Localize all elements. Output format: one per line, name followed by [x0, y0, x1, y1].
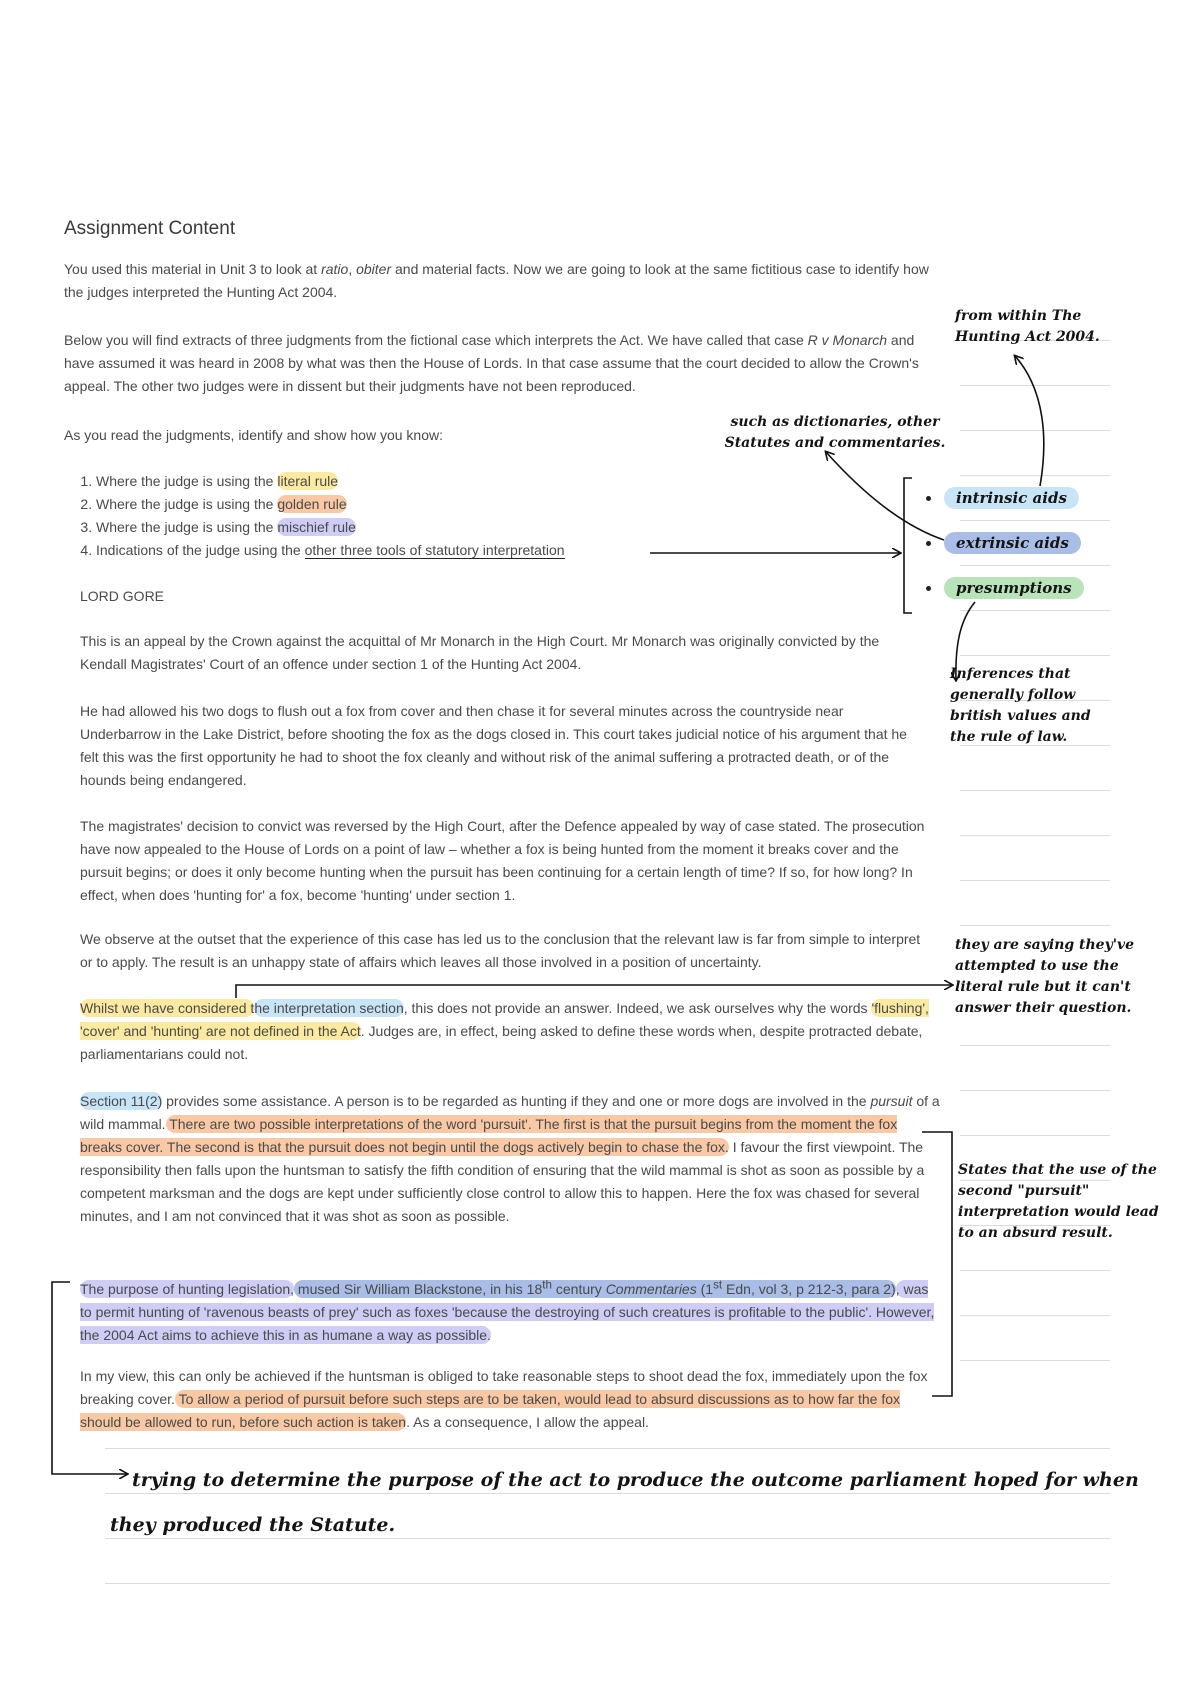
presumptions-arrow	[956, 602, 975, 680]
judgment-text: provides some assistance. A person is to be regarded as hunting if they and one or more dogs are involved in the	[162, 1093, 871, 1109]
judgment-text: . As a consequence, I allow the appeal.	[406, 1414, 649, 1430]
judgment-text: In my view, this can only be achieved if the huntsman is obliged to take reasonable steps to shoot dead the fox, immediately upon the fox breaking cover.	[80, 1368, 928, 1407]
mischief-rule-highlight: The purpose of hunting legislation,	[80, 1280, 295, 1297]
extrinsic-aids-pill: extrinsic aids	[944, 532, 1081, 554]
mischief-rule-arrow	[52, 1282, 127, 1474]
superscript: th	[542, 1278, 552, 1291]
intro-text: ,	[348, 261, 357, 277]
judgment-text: . Judges are, in effect, being asked to define these words when, despite protracted debate, parliamentarians could not.	[80, 1023, 923, 1062]
superscript: st	[713, 1278, 723, 1291]
golden-rule-highlight: To allow a period of pursuit before such steps are to be taken, would lead to absurd discussions as to how far the fox should be allowed to run, before such action is taken	[80, 1391, 901, 1430]
mischief-rule-note-line-2: they produced the Statute.	[110, 1514, 396, 1536]
page-title: Assignment Content	[64, 218, 236, 239]
golden-rule-highlight: golden rule	[277, 496, 347, 512]
judge-name: LORD GORE	[80, 588, 165, 604]
intrinsic-arrow	[1015, 356, 1044, 486]
judgment-text: , this does not provide an answer. Indeed, we ask ourselves why the words	[403, 1000, 872, 1016]
judgment-paragraph-3: The magistrates' decision to convict was reversed by the High Court, after the Defence appealed by way of case stated. The prosecution have now appealed to the House of Lords on a point of law – whether a fox is being hunted from the moment it breaks cover and the pursuit begins; or does it only become hunting when the pursuit has been continuing for a certain length of time? If so, for how long? In effect, when does 'hunting for' a fox, become 'hunting' under section 1.	[80, 818, 925, 903]
literal-rule-highlight: literal rule	[277, 473, 339, 489]
other-tools-underline: other three tools of statutory interpretation	[304, 542, 565, 558]
judgment-text: of a wild mammal.	[80, 1093, 940, 1132]
literal-rule-note: they are saying they've attempted to use the literal rule but it can't answer their question.	[955, 937, 1135, 1016]
case-name: R v Monarch	[807, 332, 888, 348]
intro-paragraph-3: As you read the judgments, identify and show how you know:	[64, 427, 443, 443]
extrinsic-aids-note: such as dictionaries, other Statutes and commentaries.	[724, 414, 946, 451]
golden-rule-bracket	[922, 1132, 952, 1396]
intrinsic-aids-pill: intrinsic aids	[944, 487, 1079, 509]
intro-text: Below you will find extracts of three judgments from the fictional case which interprets the Act. We have called that case	[64, 332, 808, 348]
task-text: Where the judge is using the	[96, 473, 278, 489]
judgment-text: mused Sir William Blackstone, in his 18	[294, 1280, 543, 1297]
intro-obiter: obiter	[356, 261, 392, 277]
judgment-paragraph-1: This is an appeal by the Crown against the acquittal of Mr Monarch in the High Court. Mr Monarch was originally convicted by the Kendall Magistrates' Court of an offence under section 1 of the Hunting Act 2004.	[80, 633, 880, 672]
intro-text: You used this material in Unit 3 to look at	[64, 261, 322, 277]
task-text: Where the judge is using the	[96, 519, 278, 535]
intrinsic-aids-note: from within The Hunting Act 2004.	[955, 308, 1100, 345]
presumptions-pill: presumptions	[944, 577, 1084, 599]
intro-text: and have assumed it was heard in 2008 by what was then the House of Lords. In that case assume that the court decided to allow the Crown's appeal. The other two judges were in dissent but their judgments have not been reproduced.	[64, 332, 919, 394]
mischief-rule-highlight: mischief rule	[277, 519, 356, 535]
mischief-rule-note-line-1: trying to determine the purpose of the act to produce the outcome parliament hoped for when	[132, 1469, 1139, 1491]
intrinsic-aid-highlight: he interpretation section	[254, 1000, 404, 1016]
intro-text: and material facts. Now we are going to look at the same fictitious case to identify how the judges interpreted the Hunting Act 2004.	[64, 261, 929, 300]
literal-rule-highlight: Whilst we have considered t	[80, 1000, 255, 1016]
judgment-emphasis: pursuit	[870, 1093, 913, 1109]
golden-rule-highlight: There are two possible interpretations of the word 'pursuit'. The first is that the pursuit begins from the moment the fox breaks cover. The second is that the pursuit does not begin until the dogs actively begin to chase the fox.	[80, 1116, 898, 1155]
intro-ratio: ratio	[321, 261, 349, 277]
literal-rule-arrow	[236, 985, 952, 998]
judgment-paragraph-4: We observe at the outset that the experience of this case has led us to the conclusion that the relevant law is far from simple to interpret or to apply. The result is an unhappy state of affairs which leaves all those involved in a position of uncertainty.	[80, 931, 921, 970]
intrinsic-aid-highlight: Section 11(2)	[80, 1093, 163, 1109]
presumptions-note: Inferences that generally follow british values and the rule of law.	[950, 666, 1091, 745]
golden-rule-note: States that the use of the second "pursuit" interpretation would lead to an absurd result.	[958, 1162, 1159, 1241]
aids-bracket	[904, 478, 912, 613]
task-text: Indications of the judge using the	[96, 542, 305, 558]
judgment-text: (1	[696, 1280, 714, 1297]
mischief-rule-highlight: , was to permit hunting of 'ravenous beasts of prey' such as foxes 'because the destroying of such creatures is profitable to the public'. However, the 2004 Act aims to achieve this in as humane a way as possible.	[80, 1280, 935, 1343]
judgment-paragraph-2: He had allowed his two dogs to flush out a fox from cover and then chase it for several minutes across the countryside near Underbarrow in the Lake District, before shooting the fox as the dogs closed in. This court takes judicial notice of his argument that he felt this was the first opportunity he had to shoot the fox cleanly and without risk of the animal suffering a protracted death, or of the hounds being endangered.	[80, 703, 907, 788]
literal-rule-highlight: 'flushing', 'cover' and 'hunting' are not defined in the Act	[80, 1000, 929, 1039]
judgment-emphasis: Commentaries	[605, 1280, 697, 1297]
judgment-text: I favour the first viewpoint. The responsibility then falls upon the huntsman to satisfy the fifth condition of ensuring that the wild mammal is shot as soon as possible by a competent marksman and the dogs are kept under sufficiently close control to allow this to happen. Here the fox was chased for several minutes, and I am not convinced that it was shot as soon as possible.	[80, 1139, 925, 1224]
extrinsic-arrow	[826, 452, 944, 540]
task-text: Where the judge is using the	[96, 496, 278, 512]
judgment-text: Edn, vol 3, p 212-3, para 2)	[722, 1280, 896, 1297]
judgment-text: century	[551, 1280, 606, 1297]
